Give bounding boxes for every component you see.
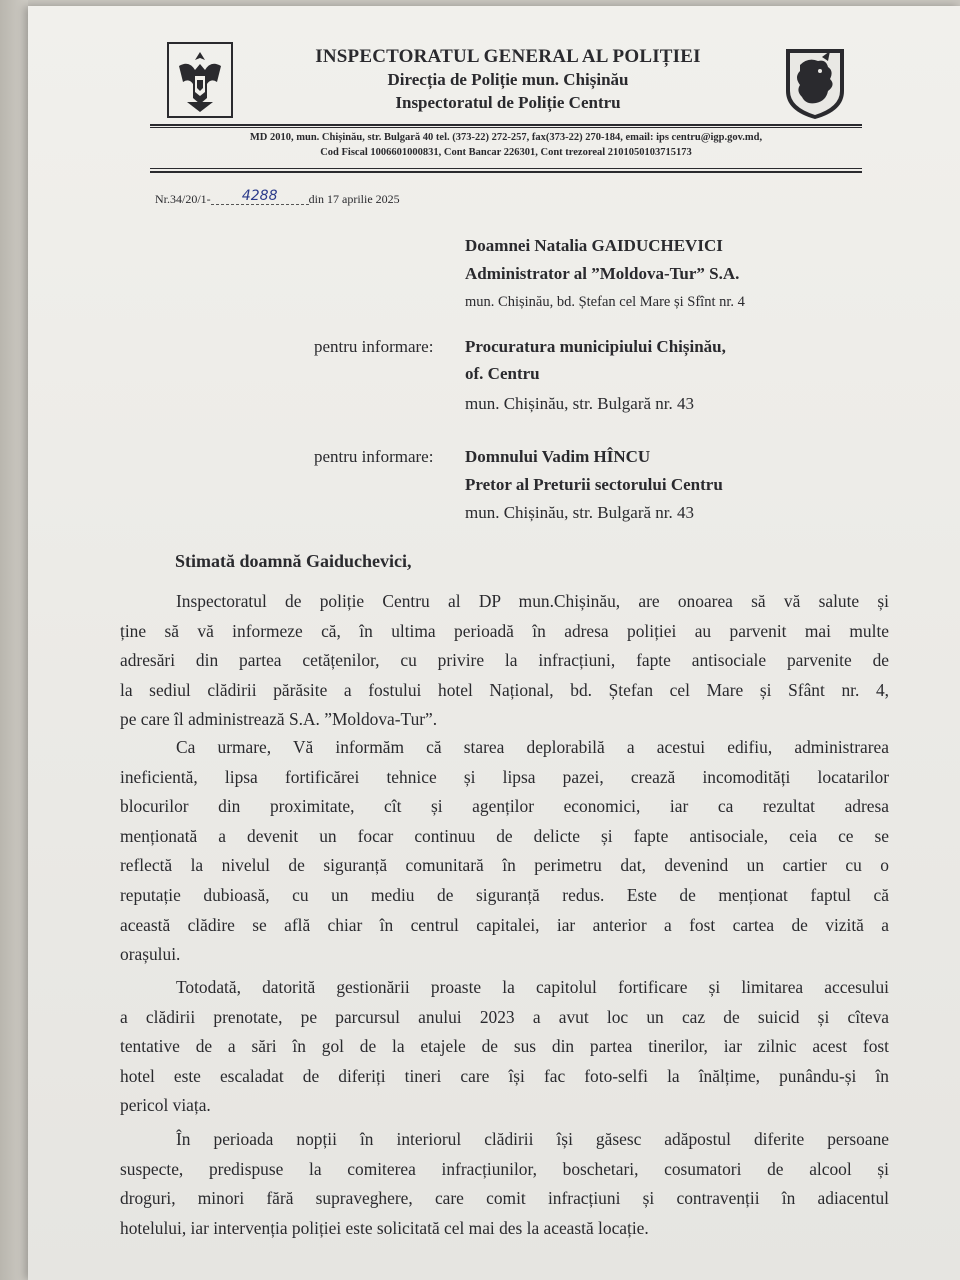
recipient-address: mun. Chișinău, bd. Ștefan cel Mare și Sfînt nr. 4 <box>465 294 745 310</box>
contact-address: MD 2010, mun. Chișinău, str. Bulgară 40 tel. (373-22) 272-257, fax(373-22) 270-184, email: ips centru@igp.gov.md, <box>249 132 763 143</box>
cc1-line2: of. Centru <box>465 364 540 383</box>
paragraph-line: droguri, minori fără supraveghere, care comit infracțiuni și contravenții în adiacentul <box>120 1188 889 1209</box>
handwritten-reference-number: 4288 <box>211 188 309 205</box>
paragraph-line: orașului. <box>120 944 181 965</box>
recipient-title: Administrator al ”Moldova-Tur” S.A. <box>465 264 740 283</box>
contact-divider <box>150 171 862 173</box>
salutation: Stimată doamnă Gaiduchevici, <box>175 551 412 571</box>
cc1-label: pentru informare: <box>314 337 434 356</box>
inspectorate-name: Inspectoratul de Poliție Centru <box>395 93 621 112</box>
cc1-address: mun. Chișinău, str. Bulgară nr. 43 <box>465 394 695 413</box>
body-paragraph-3 <box>120 973 889 1121</box>
fiscal-details: Cod Fiscal 1006601000831, Cont Bancar 226301, Cont trezoreal 2101050103715173 <box>320 147 692 158</box>
paragraph-line: Ca urmare, Vă informăm că starea deplorabilă a acestui edifiu, administrarea <box>176 737 889 757</box>
body-paragraph-4 <box>120 1125 889 1243</box>
paragraph-line: menționată a devenit un focar continuu de delicte și fapte antisociale, ceia ce se <box>120 825 889 846</box>
paragraph-line: pericol viața. <box>120 1095 211 1116</box>
contact-divider-thin <box>150 168 862 169</box>
directorate-name: Direcția de Poliție mun. Chișinău <box>387 70 629 89</box>
paragraph-line: la sediul clădirii părăsite a fostului hotel Național, bd. Ștefan cel Mare și Sfânt nr. 4, <box>120 679 889 700</box>
paragraph-line: Totodată, datorită gestionării proaste la capitolul fortificare și limitarea accesului <box>176 977 889 997</box>
paragraph-line: În perioada nopții în interiorul clădirii își găsesc adăpostul diferite persoane <box>176 1129 889 1149</box>
header-divider-thin <box>150 127 862 128</box>
police-lion-emblem-icon <box>782 45 848 121</box>
cc1-line1: Procuratura municipiului Chișinău, <box>465 337 726 356</box>
reference-prefix: Nr.34/20/1- <box>155 192 211 206</box>
paragraph-line: tentative de a sări în gol de la etajele de sus din partea tinerilor, iar zilnic acest fost <box>120 1036 889 1057</box>
body-paragraph-2 <box>120 733 889 970</box>
scan-background <box>0 0 28 1280</box>
recipient-name: Doamnei Natalia GAIDUCHEVICI <box>465 236 723 255</box>
paragraph-line: hotel este escaladat de diferiți tineri care își fac foto-selfi la înălțime, punându-și în <box>120 1065 889 1086</box>
paragraph-line: Inspectoratul de poliție Centru al DP mun.Chișinău, are onoarea să vă salute și <box>176 591 889 611</box>
paragraph-line: a clădirii prenotate, pe parcursul anului 2023 a avut loc un caz de suicid și cîteva <box>120 1006 889 1027</box>
paragraph-line: pe care îl administrează S.A. ”Moldova-Tur”. <box>120 709 438 730</box>
body-paragraph-1 <box>120 587 889 735</box>
reference-line <box>155 188 400 208</box>
coat-of-arms-icon <box>167 42 233 118</box>
paragraph-line: reflectă la nivelul de siguranță comunitară în perimetru dat, devenind un cartier cu o <box>120 855 889 876</box>
paragraph-line: această clădire se află chiar în centrul capitalei, iar anterior a fost cartea de vizită a <box>120 914 889 935</box>
paragraph-line: ține să vă informeze că, în ultima perioadă în adresa poliției au parvenit mai multe <box>120 620 889 641</box>
paragraph-line: suspecte, predispuse la comiterea infracțiunilor, boschetari, cosumatori de alcool și <box>120 1158 889 1179</box>
cc2-address: mun. Chișinău, str. Bulgară nr. 43 <box>465 503 695 522</box>
paragraph-line: adresări din partea cetățenilor, cu privire la infracțiuni, fapte antisociale parvenite de <box>120 650 889 671</box>
paragraph-line: reputație dubioasă, cu un mediu de siguranță redus. Este de menționat faptul că <box>120 884 889 905</box>
reference-date: din 17 aprilie 2025 <box>308 192 400 206</box>
cc2-line1: Domnului Vadim HÎNCU <box>465 447 651 466</box>
paragraph-line: ineficientă, lipsa fortificărei tehnice și lipsa pazei, crează incomodități locatarilor <box>120 766 889 787</box>
paragraph-line: hotelului, iar intervenția poliției este solicitată cel mai des la această locație. <box>120 1217 649 1238</box>
cc2-label: pentru informare: <box>314 447 434 466</box>
institution-name: INSPECTORATUL GENERAL AL POLIȚIEI <box>315 46 701 67</box>
header-divider <box>150 124 862 126</box>
cc2-line2: Pretor al Preturii sectorului Centru <box>465 475 723 494</box>
paragraph-line: blocurilor din proximitate, cît și agenților economici, iar ca rezultat adresa <box>120 796 889 817</box>
